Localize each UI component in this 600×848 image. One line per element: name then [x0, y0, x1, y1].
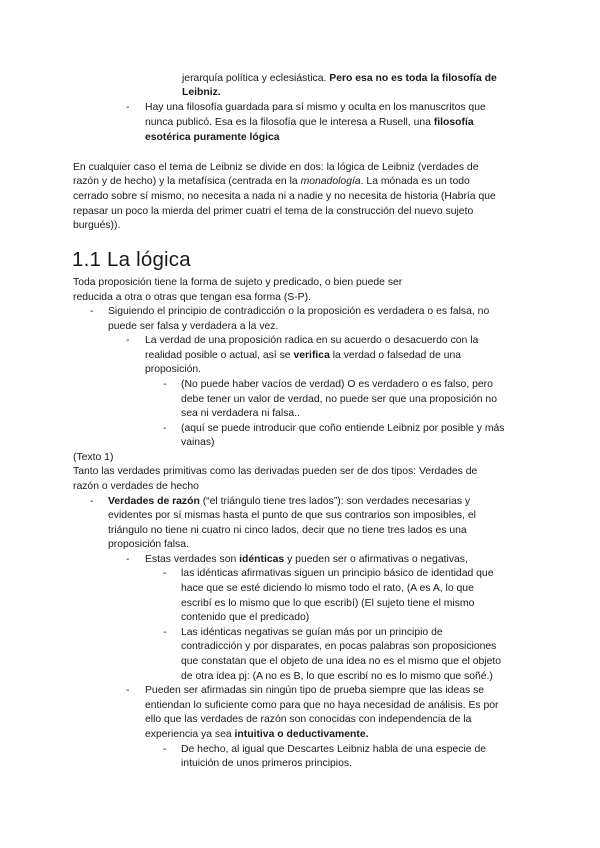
- list-item-line: experiencia ya sea intuitiva o deductivamente.: [145, 729, 369, 740]
- list-item-line: escribí es lo mismo que lo que escribí) (El sujeto tiene el mismo: [181, 598, 475, 609]
- list-bullet: -: [90, 496, 94, 507]
- list-item-line: entiendan lo suficiente como para que no haya necesidad de análisis. Es por: [145, 700, 499, 711]
- list-item-line: hace que se esté diciendo lo mismo todo el rato, (A es A, lo que: [181, 583, 474, 594]
- list-bullet: -: [126, 554, 130, 565]
- list-bullet: -: [163, 744, 167, 755]
- list-item-line: Siguiendo el principio de contradicción o la proposición es verdadera o es falsa, no: [108, 306, 490, 317]
- list-bullet: -: [90, 306, 94, 317]
- paragraph-line: En cualquier caso el tema de Leibniz se divide en dos: la lógica de Leibniz (verdades de: [73, 162, 479, 173]
- list-item-line: debe tener un valor de verdad, no puede ser que una proposición no: [181, 394, 497, 405]
- list-item-line: (No puede haber vacíos de verdad) O es verdadero o es falso, pero: [181, 379, 493, 390]
- list-item-line: Las idénticas negativas se guían más por un principio de: [181, 627, 443, 638]
- list-bullet: -: [163, 423, 167, 434]
- section-heading: 1.1 La lógica: [72, 248, 191, 271]
- list-item-line: De hecho, al igual que Descartes Leibniz habla de una especie de: [181, 744, 487, 755]
- list-item-line: Hay una filosofía guardada para sí mismo y oculta en los manuscritos que: [145, 102, 486, 113]
- list-item-line: las idénticas afirmativas siguen un principio básico de identidad que: [181, 568, 494, 579]
- list-item-line: La verdad de una proposición radica en su acuerdo o desacuerdo con la: [145, 335, 479, 346]
- paragraph-line: cerrado sobre sí mismo, no necesita a nada ni a nadie y no necesita de historia (Habría que: [73, 191, 496, 202]
- list-item-line: Pueden ser afirmadas sin ningún tipo de prueba siempre que las ideas se: [145, 685, 485, 696]
- paragraph-line: reducida a otra o otras que tengan esa forma (S-P).: [73, 292, 311, 303]
- list-item-line: ello que las verdades de razón son conocidas con independencia de la: [145, 714, 472, 725]
- paragraph-line: jerarquía política y eclesiástica. Pero esa no es toda la filosofía de: [182, 73, 497, 84]
- paragraph-line: Toda proposición tiene la forma de sujeto y predicado, o bien puede ser: [73, 277, 403, 288]
- list-bullet: -: [163, 568, 167, 579]
- list-item-line: proposición.: [145, 364, 202, 375]
- list-item-line: puede ser falsa y verdadera a la vez.: [108, 321, 279, 332]
- list-item-line: contenido que el predicado): [181, 612, 310, 623]
- list-item-line: de otra idea pj: (A no es B, lo que escribí no es lo mismo que soñé.): [181, 671, 493, 682]
- list-bullet: -: [126, 102, 130, 113]
- paragraph-line: razón o verdades de hecho: [73, 481, 199, 492]
- list-item-line: realidad posible o actual, así se verifica la verdad o falsedad de una: [145, 350, 461, 361]
- list-item-line: (aquí se puede introducir que coño entiende Leibniz por posible y más: [181, 423, 505, 434]
- list-bullet: -: [126, 685, 130, 696]
- paragraph-line: razón y de hecho) y la metafísica (centrada en la monadología. La mónada es un todo: [73, 176, 470, 187]
- list-bullet: -: [126, 335, 130, 346]
- paragraph-line: Tanto las verdades primitivas como las derivadas pueden ser de dos tipos: Verdades de: [73, 466, 478, 477]
- list-item-line: triángulo no tiene ni cuatro ni cinco lados, decir que no tiene tres lados es una: [108, 525, 467, 536]
- list-item-line: proposición falsa.: [108, 539, 189, 550]
- paragraph-line: Leibniz.: [182, 87, 221, 98]
- list-bullet: -: [163, 379, 167, 390]
- list-item-line: que constatan que el objeto de una idea no es el mismo que el objeto: [181, 656, 502, 667]
- list-item-line: contradicción y por disparates, en pocas palabras son proposiciones: [181, 641, 497, 652]
- list-item-line: esotérica puramente lógica: [145, 132, 280, 143]
- list-item-line: nunca publicó. Esa es la filosofía que le interesa a Rusell, una filosofía: [145, 117, 474, 128]
- list-bullet: -: [163, 627, 167, 638]
- paragraph-line: (Texto 1): [73, 452, 114, 463]
- paragraph-line: repasar un poco la mierda del primer cuatri el tema de la construcción del nuevo sujeto: [73, 206, 474, 217]
- list-item-line: Estas verdades son idénticas y pueden ser o afirmativas o negativas,: [145, 554, 468, 565]
- list-item-line: sea ni verdadera ni falsa..: [181, 408, 300, 419]
- list-item-line: evidentes por sí mismas hasta el punto de que sus contrarios son imposibles, el: [108, 510, 476, 521]
- list-item-line: vainas): [181, 437, 215, 448]
- list-item-line: Verdades de razón (“el triángulo tiene tres lados”): son verdades necesarias y: [108, 496, 471, 507]
- paragraph-line: burgués)).: [73, 220, 121, 231]
- list-item-line: intuición de unos primeros principios.: [181, 758, 352, 769]
